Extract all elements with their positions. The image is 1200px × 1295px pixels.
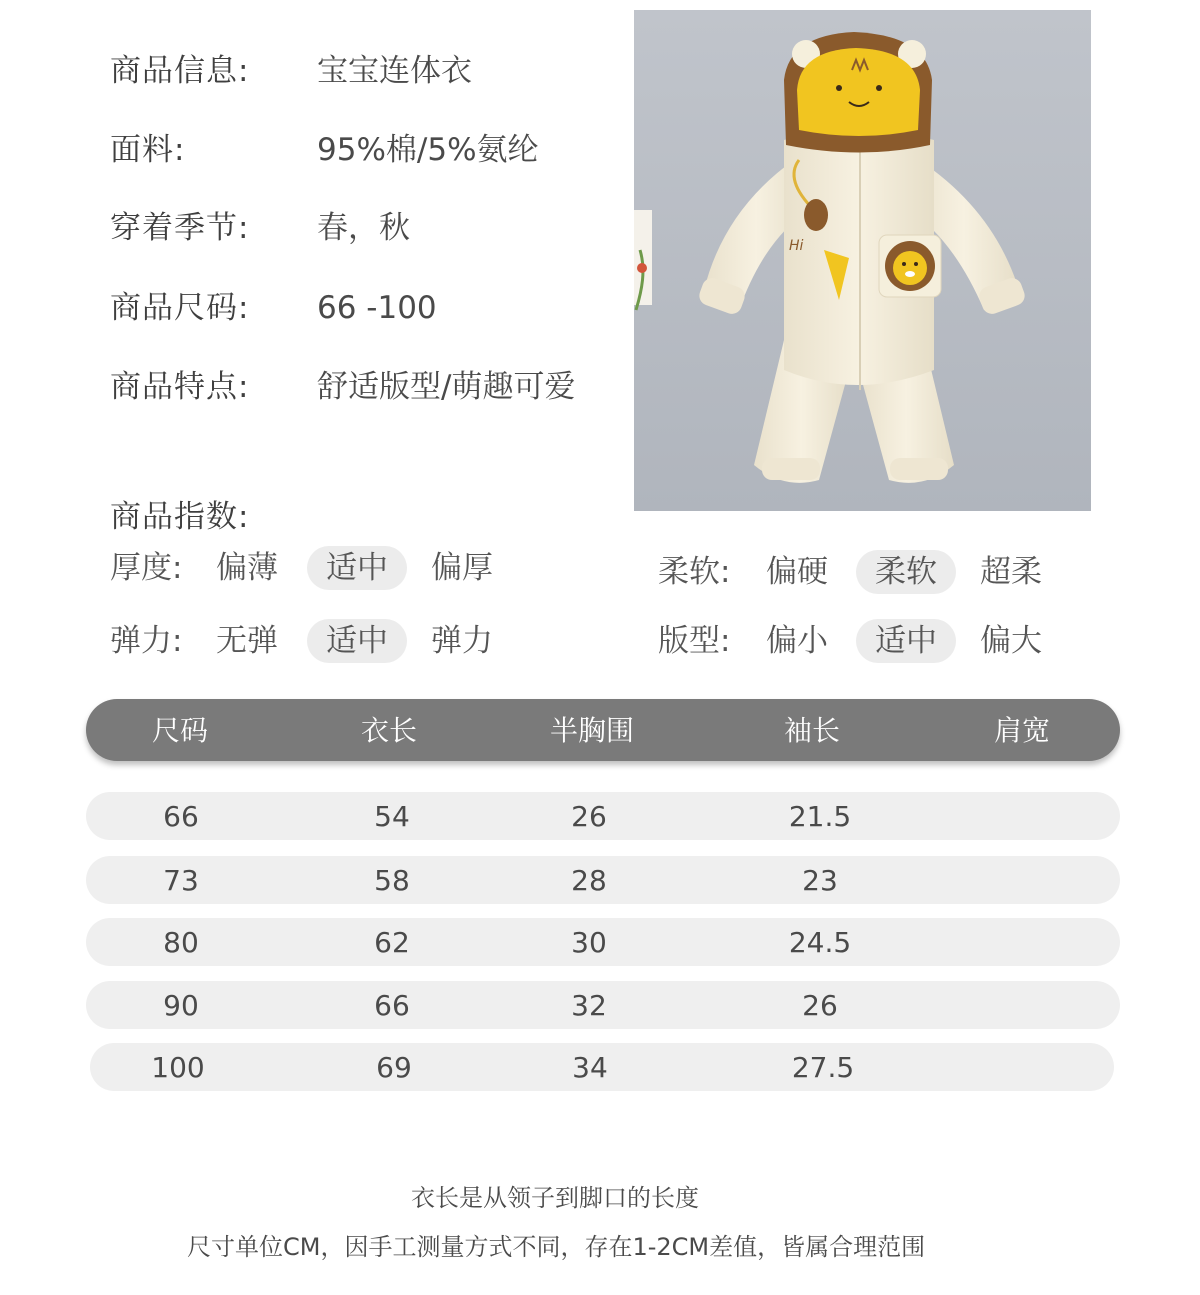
cell-length: 58 [374, 864, 410, 897]
cell-chest: 26 [571, 800, 607, 833]
cell-size: 100 [151, 1051, 205, 1084]
index-option: 偏硬 [766, 554, 828, 590]
info-value: 66 -100 [317, 290, 437, 326]
index-option: 超柔 [980, 554, 1042, 590]
cell-size: 80 [163, 926, 199, 959]
index-option: 偏大 [980, 623, 1042, 659]
svg-text:Hi: Hi [789, 238, 804, 254]
header-chest: 半胸围 [549, 714, 635, 747]
index-option-selected: 柔软 [856, 550, 956, 594]
index-title: 商品指数: [110, 499, 250, 535]
cell-sleeve: 27.5 [791, 1051, 855, 1084]
info-value: 95%棉/5%氨纶 [317, 132, 539, 168]
index-option: 偏薄 [216, 550, 278, 586]
product-photo [634, 10, 1091, 511]
index-label: 弹力: [110, 623, 183, 659]
index-label: 柔软: [658, 554, 731, 590]
cell-length: 54 [374, 800, 410, 833]
lion-pocket-patch-icon [879, 235, 941, 297]
info-value: 舒适版型/萌趣可爱 [317, 369, 576, 405]
cell-size: 90 [163, 989, 199, 1022]
table-row [86, 918, 1120, 966]
info-value: 宝宝连体衣 [317, 53, 472, 89]
header-sleeve: 袖长 [783, 714, 841, 747]
index-option-selected: 适中 [856, 619, 956, 663]
lion-hood-icon [784, 32, 932, 153]
cell-sleeve: 24.5 [788, 926, 852, 959]
index-option: 无弹 [216, 623, 278, 659]
info-label: 商品信息: [110, 53, 250, 89]
cell-length: 62 [374, 926, 410, 959]
table-row [86, 856, 1120, 904]
table-row [86, 792, 1120, 840]
info-label: 商品特点: [110, 369, 250, 405]
index-elasticity [110, 619, 530, 663]
table-row [90, 1043, 1114, 1091]
note-length-definition: 衣长是从领子到脚口的长度 [411, 1184, 699, 1212]
size-table-header [86, 699, 1120, 761]
index-fit [658, 619, 1078, 663]
index-softness [658, 550, 1078, 594]
index-option-selected: 适中 [307, 546, 407, 590]
cell-sleeve: 23 [802, 864, 838, 897]
cell-size: 73 [163, 864, 199, 897]
header-shoulder: 肩宽 [993, 714, 1051, 747]
info-label: 商品尺码: [110, 290, 250, 326]
index-option-selected: 适中 [307, 619, 407, 663]
cell-chest: 34 [572, 1051, 608, 1084]
cell-chest: 32 [571, 989, 607, 1022]
cell-length: 69 [376, 1051, 412, 1084]
index-label: 厚度: [110, 550, 183, 586]
cell-length: 66 [374, 989, 410, 1022]
info-label: 面料: [110, 132, 186, 168]
cell-sleeve: 26 [802, 989, 838, 1022]
cell-size: 66 [163, 800, 199, 833]
note-measurement-tolerance: 尺寸单位CM，因手工测量方式不同，存在1-2CM差值，皆属合理范围 [187, 1233, 926, 1261]
header-size: 尺码 [151, 714, 209, 747]
index-option: 弹力 [431, 623, 493, 659]
cell-chest: 28 [571, 864, 607, 897]
index-option: 偏厚 [431, 550, 493, 586]
index-thickness [110, 546, 530, 590]
index-label: 版型: [658, 623, 731, 659]
cell-sleeve: 21.5 [788, 800, 852, 833]
info-value: 春，秋 [317, 210, 410, 246]
index-option: 偏小 [766, 623, 828, 659]
info-label: 穿着季节: [110, 210, 250, 246]
cell-chest: 30 [571, 926, 607, 959]
table-row [86, 981, 1120, 1029]
header-length: 衣长 [360, 714, 418, 747]
